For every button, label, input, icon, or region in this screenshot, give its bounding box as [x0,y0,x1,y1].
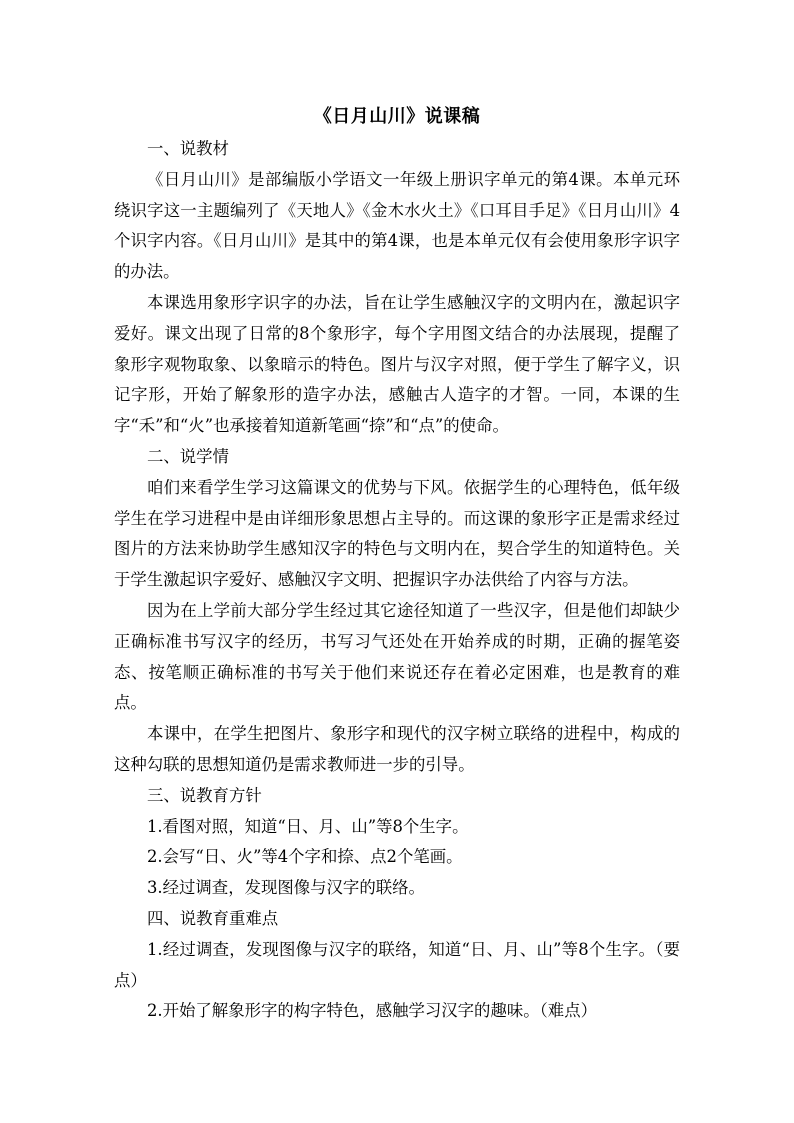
paragraph: 《日月山川》是部编版小学语文一年级上册识字单元的第4课。本单元环绕识字这一主题编列了《天地人》《金木水火土》《口耳目手足》《日月山川》4个识字内容。《日月山川》是其中的第4课，也是本单元仅有会使用象形字识字的办法。 [114,169,680,282]
document-page [114,100,680,1027]
paragraph: 因为在上学前大部分学生经过其它途径知道了一些汉字，但是他们却缺少正确标准书写汉字的经历，书写习气还处在开始养成的时期，正确的握笔姿态、按笔顺正确标准的书写关于他们来说还存在着必定困难，也是教育的难点。 [114,600,680,713]
section-heading-key-points: 四、说教育重难点 [147,908,279,928]
paragraph: 本课中，在学生把图片、象形字和现代的汉字树立联络的进程中，构成的这种勾联的思想知道仍是需求教师进一步的引导。 [114,724,680,774]
key-point-item: 1.经过调查，发现图像与汉字的联络，知道“日、月、山”等8个生字。（要点） [114,939,680,990]
objective-item: 3.经过调查，发现图像与汉字的联络。 [147,878,425,898]
section-heading-students: 二、说学情 [147,446,229,466]
key-point-item: 2.开始了解象形字的构字特色，感触学习汉字的趣味。（难点） [147,1001,597,1021]
objective-item: 2.会写“日、火”等4个字和捺、点2个笔画。 [147,847,463,867]
paragraph: 咱们来看学生学习这篇课文的优势与下风。依据学生的心理特色，低年级学生在学习进程中是由详细形象思想占主导的。而这课的象形字正是需求经过图片的方法来协助学生感知汉字的特色与文明内在，契合学生的知道特色。关于学生激起识字爱好、感触汉字文明、把握识字办法供给了内容与方法。 [114,477,680,590]
document-title: 《日月山川》说课稿 [313,106,481,127]
section-heading-objectives: 三、说教育方针 [147,785,262,805]
objective-item: 1.看图对照，知道“日、月、山”等8个生字。 [147,816,469,836]
paragraph: 本课选用象形字识字的办法，旨在让学生感触汉字的文明内在，激起识字爱好。课文出现了日常的8个象形字，每个字用图文结合的办法展现，提醒了象形字观物取象、以象暗示的特色。图片与汉字对照，便于学生了解字义，识记字形，开始了解象形的造字办法，感触古人造字的才智。一同，本课的生字“禾”和“火”也承接着知道新笔画“捺”和“点”的使命。 [114,292,680,436]
section-heading-textbook: 一、说教材 [147,139,229,158]
